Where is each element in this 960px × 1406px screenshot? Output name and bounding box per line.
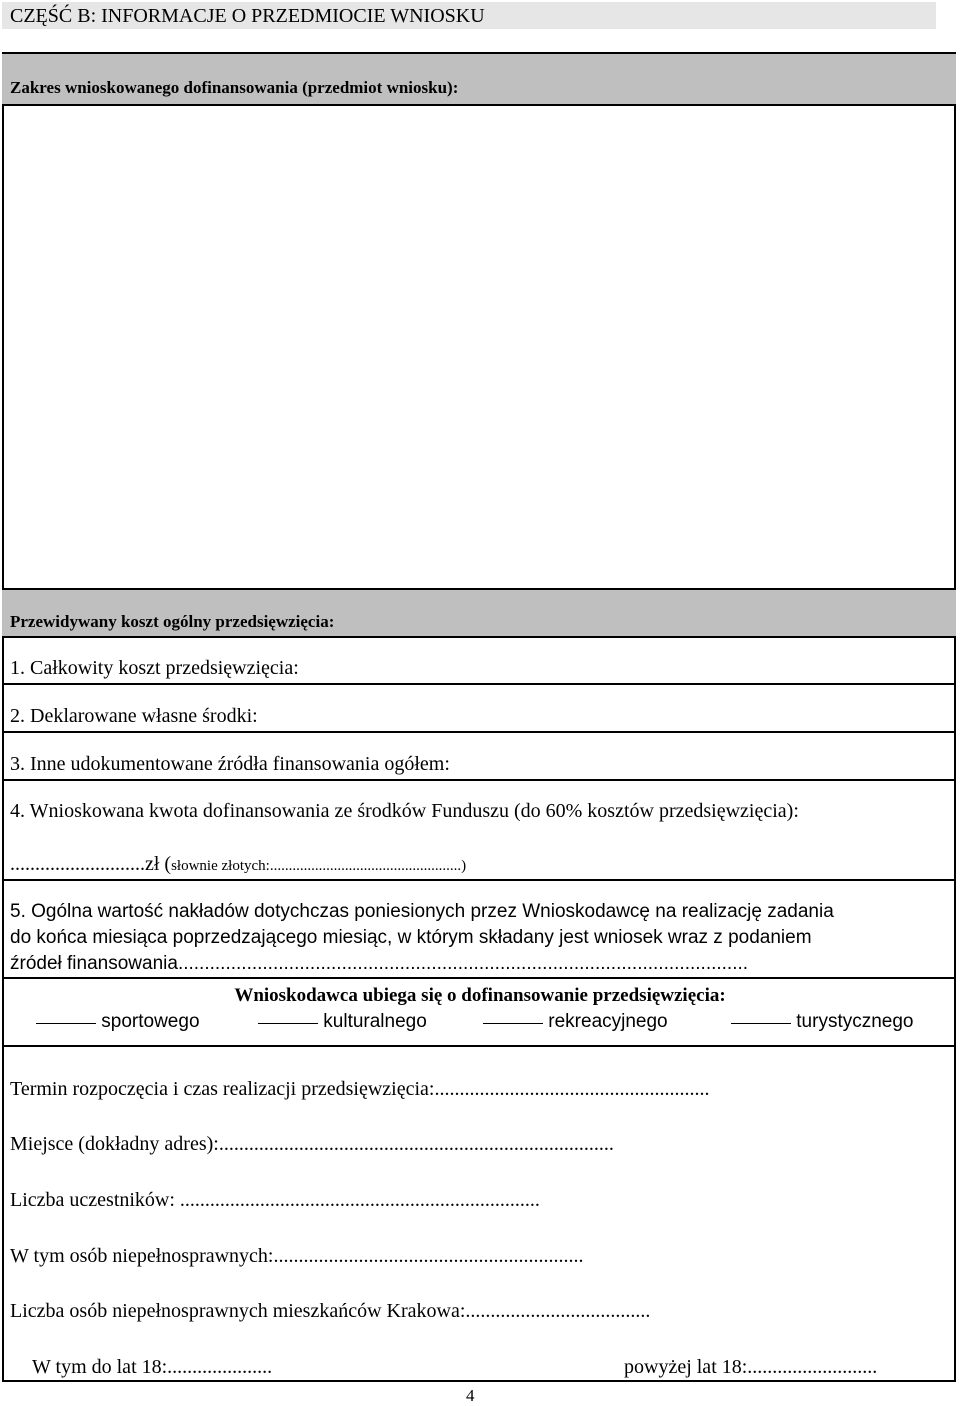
- type-sport-label: sportowego: [101, 1011, 200, 1032]
- item-total-cost: 1. Całkowity koszt przedsięwzięcia:: [10, 657, 299, 679]
- type-recreation-option[interactable]: [483, 1011, 668, 1033]
- item-incurred-line2: do końca miesiąca poprzedzającego miesiąc, w którym składany jest wniosek wraz z podaniem: [10, 927, 812, 948]
- type-sport-blank[interactable]: [36, 1023, 96, 1024]
- field-disabled[interactable]: W tym osób niepełnosprawnych:..............................................................: [10, 1245, 584, 1267]
- item-other-sources: 3. Inne udokumentowane źródła finansowania ogółem:: [10, 753, 450, 775]
- scope-input-area[interactable]: [4, 108, 954, 588]
- type-culture-label: kulturalnego: [323, 1011, 427, 1032]
- amount-line[interactable]: [10, 853, 466, 876]
- item-requested-amount: 4. Wnioskowana kwota dofinansowania ze środków Funduszu (do 60% kosztów przedsięwzięcia):: [10, 800, 799, 822]
- type-tourism-label: turystycznego: [796, 1011, 914, 1032]
- section-heading-band: [2, 2, 936, 29]
- amount-words-field: słownie złotych:...................................................): [171, 858, 467, 874]
- field-participants[interactable]: Liczba uczestników: ........................................................................: [10, 1189, 540, 1211]
- divider: [2, 683, 956, 685]
- divider: [2, 731, 956, 733]
- page-number: 4: [466, 1386, 475, 1405]
- amount-field: ...........................zł (: [10, 853, 172, 875]
- type-culture-option[interactable]: [258, 1011, 427, 1033]
- item-incurred-line3[interactable]: źródeł finansowania............................................................................................................: [10, 953, 749, 974]
- field-term[interactable]: Termin rozpoczęcia i czas realizacji przedsięwzięcia:.......................................................: [10, 1078, 710, 1100]
- cost-header: Przewidywany koszt ogólny przedsięwzięcia:: [10, 612, 335, 631]
- item-own-funds: 2. Deklarowane własne środki:: [10, 705, 258, 727]
- type-sport-option[interactable]: [36, 1011, 200, 1033]
- field-place[interactable]: Miejsce (dokładny adres):...............................................................................: [10, 1133, 614, 1155]
- type-tourism-blank[interactable]: [731, 1023, 791, 1024]
- type-tourism-option[interactable]: [731, 1011, 914, 1033]
- field-over-18[interactable]: powyżej lat 18:..........................: [624, 1356, 878, 1378]
- type-recreation-blank[interactable]: [483, 1023, 543, 1024]
- divider: [2, 1045, 956, 1047]
- type-culture-blank[interactable]: [258, 1023, 318, 1024]
- field-disabled-krakow[interactable]: Liczba osób niepełnosprawnych mieszkańców Krakowa:.....................................: [10, 1300, 651, 1322]
- scope-label: Zakres wnioskowanego dofinansowania (przedmiot wniosku):: [10, 78, 459, 97]
- apply-header: Wnioskodawca ubiega się o dofinansowanie przedsięwzięcia:: [234, 985, 726, 1006]
- item-incurred-line1: 5. Ogólna wartość nakładów dotychczas poniesionych przez Wnioskodawcę na realizację zadania: [10, 901, 834, 922]
- divider: [2, 779, 956, 781]
- section-heading: CZĘŚĆ B: INFORMACJE O PRZEDMIOCIE WNIOSKU: [10, 5, 485, 27]
- type-recreation-label: rekreacyjnego: [548, 1011, 668, 1032]
- field-under-18[interactable]: W tym do lat 18:.....................: [32, 1356, 273, 1378]
- divider: [2, 879, 956, 881]
- divider: [2, 977, 956, 979]
